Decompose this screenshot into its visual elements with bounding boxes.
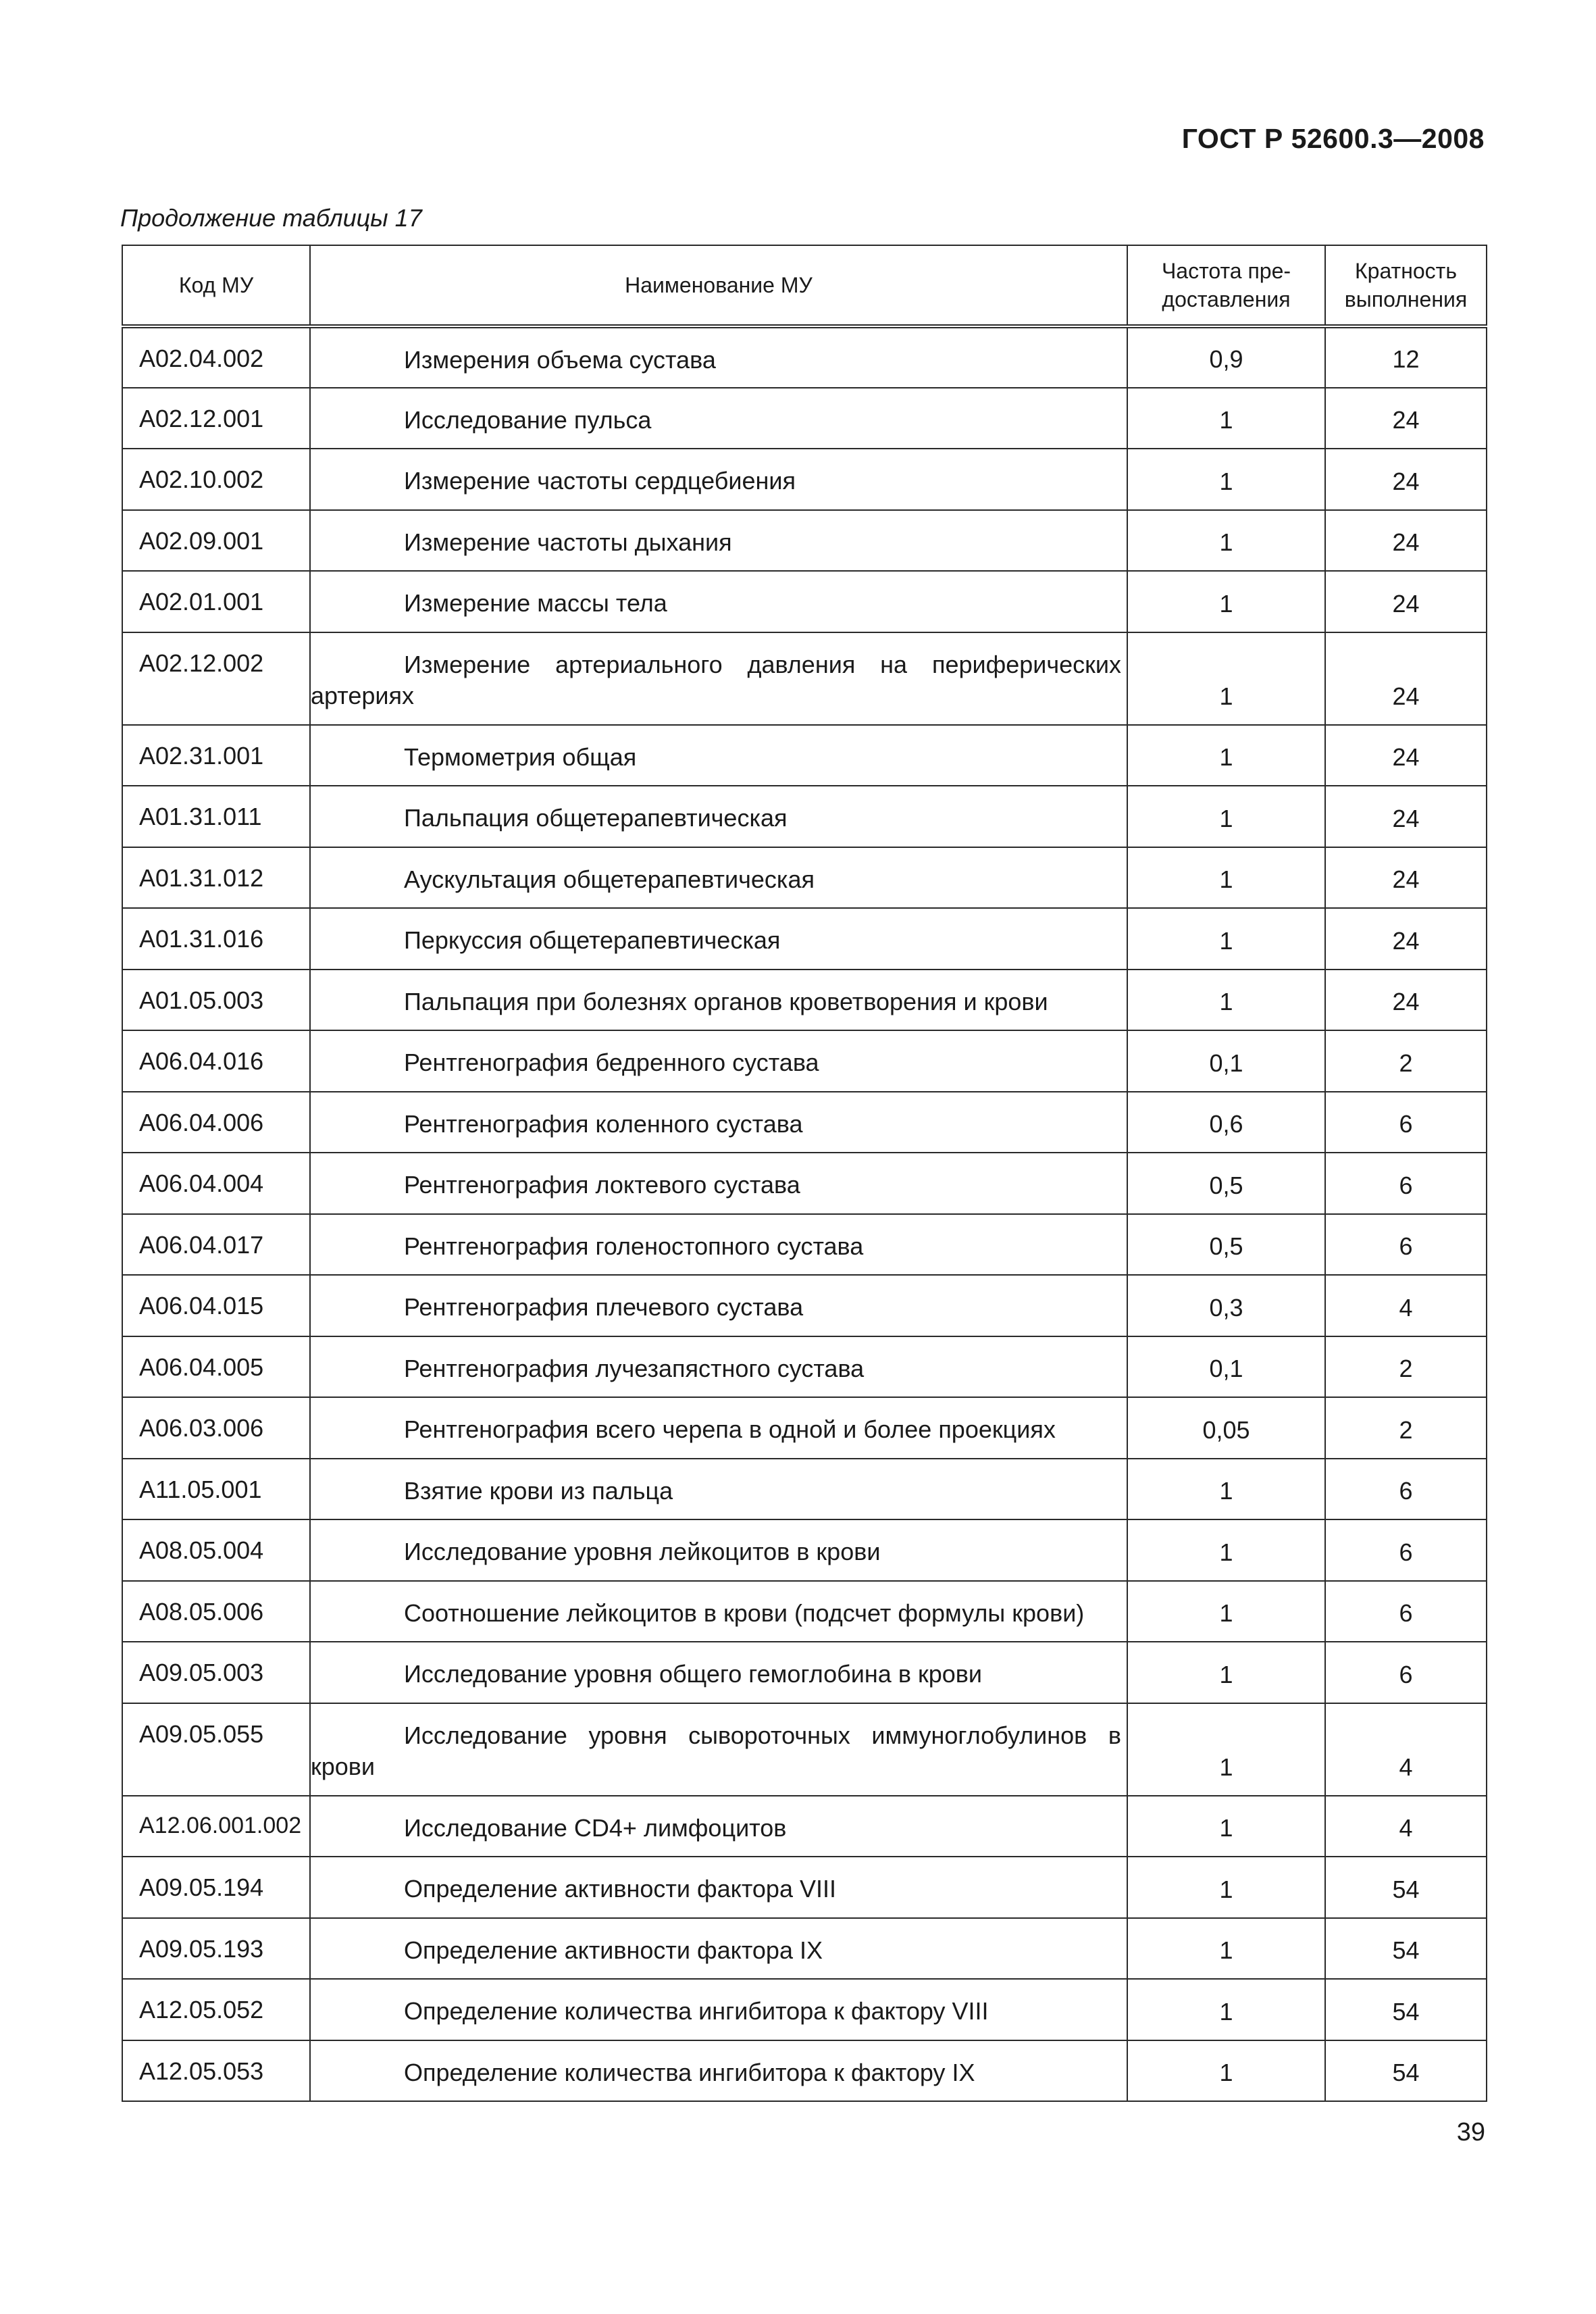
cell-multiplicity: 6 [1325,1153,1487,1214]
cell-name [310,1703,1127,1796]
cell-frequency: 1 [1127,1519,1325,1581]
cell-code: A06.04.016 [122,1030,310,1092]
table-row [122,1153,1487,1214]
cell-name [310,1214,1127,1276]
table-row [122,1519,1487,1581]
cell-multiplicity: 24 [1325,388,1487,449]
cell-multiplicity: 24 [1325,908,1487,970]
cell-multiplicity: 6 [1325,1581,1487,1642]
services-table [122,245,1487,2102]
cell-multiplicity: 24 [1325,970,1487,1031]
cell-multiplicity: 6 [1325,1459,1487,1520]
cell-name-text: Рентгенография бедренного сустава [404,1049,819,1076]
cell-name-text: Исследование уровня сывороточных иммуноглобулинов в крови [311,1721,1121,1780]
cell-frequency: 1 [1127,632,1325,725]
table-row [122,632,1487,725]
table-row [122,786,1487,847]
cell-frequency: 1 [1127,388,1325,449]
table-row [122,1857,1487,1918]
cell-code: A08.05.004 [122,1519,310,1581]
cell-frequency: 1 [1127,970,1325,1031]
cell-multiplicity: 54 [1325,1918,1487,1980]
cell-multiplicity: 54 [1325,1979,1487,2040]
cell-name [310,1519,1127,1581]
cell-multiplicity: 6 [1325,1214,1487,1276]
cell-code: A06.04.006 [122,1092,310,1153]
cell-frequency: 0,9 [1127,326,1325,388]
cell-name-text: Исследование CD4+ лимфоцитов [404,1813,787,1842]
cell-name [310,725,1127,786]
cell-multiplicity: 4 [1325,1275,1487,1336]
cell-name [310,1581,1127,1642]
cell-name-text: Пальпация общетерапевтическая [404,804,788,832]
table-row [122,571,1487,632]
cell-name [310,388,1127,449]
cell-name [310,1030,1127,1092]
cell-code: A02.31.001 [122,725,310,786]
cell-frequency: 0,5 [1127,1153,1325,1214]
cell-multiplicity: 6 [1325,1519,1487,1581]
table-row [122,1918,1487,1980]
cell-frequency: 0,6 [1127,1092,1325,1153]
cell-frequency: 1 [1127,510,1325,572]
table-row [122,970,1487,1031]
table-row [122,1979,1487,2040]
cell-code: A09.05.003 [122,1642,310,1703]
cell-code: A01.31.011 [122,786,310,847]
cell-name-text: Определение активности фактора IX [404,1936,823,1964]
cell-name [310,1275,1127,1336]
table-row [122,847,1487,909]
cell-name [310,449,1127,510]
cell-name [310,1857,1127,1918]
table-row [122,1397,1487,1459]
cell-code: A06.03.006 [122,1397,310,1459]
table-row [122,1581,1487,1642]
table-header-row [122,245,1487,326]
cell-code: A02.12.001 [122,388,310,449]
cell-multiplicity: 24 [1325,571,1487,632]
cell-name [310,847,1127,909]
cell-name-text: Взятие крови из пальца [404,1476,673,1505]
cell-name-text: Измерение артериального давления на периферических артериях [311,650,1121,709]
table-row [122,1642,1487,1703]
cell-frequency: 1 [1127,1459,1325,1520]
cell-name [310,632,1127,725]
cell-name-text: Исследование уровня лейкоцитов в крови [404,1538,881,1565]
cell-frequency: 1 [1127,847,1325,909]
cell-name [310,1459,1127,1520]
cell-frequency: 1 [1127,571,1325,632]
table-row [122,1336,1487,1398]
cell-code: A01.05.003 [122,970,310,1031]
cell-frequency: 1 [1127,1918,1325,1980]
cell-name [310,1397,1127,1459]
cell-frequency: 1 [1127,786,1325,847]
cell-name-text: Исследование пульса [404,405,652,434]
table-row [122,1459,1487,1520]
cell-code: A02.04.002 [122,326,310,388]
cell-multiplicity: 24 [1325,786,1487,847]
cell-name-text: Исследование уровня общего гемоглобина в крови [404,1660,982,1688]
cell-multiplicity: 2 [1325,1397,1487,1459]
cell-name-text: Соотношение лейкоцитов в крови (подсчет формулы крови) [404,1599,1085,1627]
cell-name [310,908,1127,970]
table-caption: Продолжение таблицы 17 [120,204,422,232]
cell-frequency: 1 [1127,1703,1325,1796]
cell-code: A06.04.017 [122,1214,310,1276]
column-header-multiplicity: Кратность выполнения [1325,245,1487,326]
cell-code: A02.10.002 [122,449,310,510]
cell-name [310,510,1127,572]
cell-name-text: Рентгенография голеностопного сустава [404,1232,864,1260]
cell-name-text: Перкуссия общетерапевтическая [404,926,781,954]
cell-frequency: 1 [1127,1581,1325,1642]
cell-name-text: Определение количества ингибитора к фактору IX [404,2058,975,2086]
cell-name [310,1918,1127,1980]
cell-name [310,571,1127,632]
table-row [122,908,1487,970]
document-standard-header: ГОСТ Р 52600.3—2008 [1181,123,1485,154]
column-header-name: Наименование МУ [310,245,1127,326]
cell-name [310,786,1127,847]
cell-name-text: Рентгенография лучезапястного сустава [404,1354,865,1382]
table-row [122,1275,1487,1336]
cell-name [310,1092,1127,1153]
cell-name [310,1796,1127,1857]
cell-name-text: Рентгенография коленного сустава [404,1109,803,1138]
table-row [122,725,1487,786]
cell-multiplicity: 54 [1325,2040,1487,2102]
cell-code: A08.05.006 [122,1581,310,1642]
cell-frequency: 1 [1127,2040,1325,2102]
cell-frequency: 0,1 [1127,1030,1325,1092]
cell-frequency: 1 [1127,1857,1325,1918]
cell-name-text: Рентгенография всего черепа в одной и более проекциях [404,1415,1056,1443]
cell-name-text: Аускультация общетерапевтическая [404,865,815,893]
cell-multiplicity: 2 [1325,1030,1487,1092]
cell-multiplicity: 4 [1325,1703,1487,1796]
cell-name [310,2040,1127,2102]
cell-code: A02.12.002 [122,632,310,725]
table-row [122,1030,1487,1092]
cell-multiplicity: 24 [1325,449,1487,510]
cell-name-text: Измерения объема сустава [404,346,716,374]
cell-multiplicity: 4 [1325,1796,1487,1857]
cell-name [310,1153,1127,1214]
table-row [122,2040,1487,2102]
cell-name-text: Рентгенография локтевого сустава [404,1171,800,1199]
cell-code: A06.04.005 [122,1336,310,1398]
cell-frequency: 1 [1127,1796,1325,1857]
cell-name [310,326,1127,388]
table-row [122,1092,1487,1153]
cell-code: A09.05.193 [122,1918,310,1980]
cell-code: A01.31.012 [122,847,310,909]
cell-name-text: Пальпация при болезнях органов кроветворения и крови [404,987,1048,1015]
table-row [122,388,1487,449]
cell-multiplicity: 12 [1325,326,1487,388]
table-row [122,1214,1487,1276]
table-body [122,326,1487,2101]
table-row [122,1796,1487,1857]
cell-frequency: 1 [1127,1642,1325,1703]
cell-multiplicity: 2 [1325,1336,1487,1398]
cell-code: A12.06.001.002 [122,1796,310,1857]
cell-code: A02.01.001 [122,571,310,632]
cell-name [310,1336,1127,1398]
cell-code: A01.31.016 [122,908,310,970]
cell-name-text: Измерение массы тела [404,589,667,617]
table-row [122,510,1487,572]
table-row [122,449,1487,510]
cell-name-text: Измерение частоты сердцебиения [404,467,796,495]
cell-code: A09.05.194 [122,1857,310,1918]
cell-frequency: 1 [1127,725,1325,786]
cell-multiplicity: 24 [1325,725,1487,786]
cell-name-text: Определение активности фактора VIII [404,1875,836,1903]
cell-frequency: 1 [1127,449,1325,510]
cell-multiplicity: 6 [1325,1642,1487,1703]
cell-frequency: 0,3 [1127,1275,1325,1336]
cell-code: A12.05.052 [122,1979,310,2040]
cell-frequency: 0,1 [1127,1336,1325,1398]
cell-name [310,1642,1127,1703]
cell-name-text: Определение количества ингибитора к фактору VIII [404,1997,989,2025]
cell-name [310,1979,1127,2040]
cell-code: A06.04.015 [122,1275,310,1336]
column-header-code: Код МУ [122,245,310,326]
cell-code: A06.04.004 [122,1153,310,1214]
cell-code: A12.05.053 [122,2040,310,2102]
table-row [122,326,1487,388]
cell-name-text: Рентгенография плечевого сустава [404,1293,804,1321]
cell-code: A02.09.001 [122,510,310,572]
table-row [122,1703,1487,1796]
cell-frequency: 0,5 [1127,1214,1325,1276]
cell-code: A11.05.001 [122,1459,310,1520]
cell-frequency: 1 [1127,908,1325,970]
cell-name-text: Измерение частоты дыхания [404,528,732,556]
cell-name-text: Термометрия общая [404,743,637,771]
cell-multiplicity: 24 [1325,510,1487,572]
cell-name [310,970,1127,1031]
page-number: 39 [1456,2118,1485,2146]
cell-multiplicity: 24 [1325,847,1487,909]
cell-multiplicity: 6 [1325,1092,1487,1153]
cell-multiplicity: 54 [1325,1857,1487,1918]
cell-code: A09.05.055 [122,1703,310,1796]
cell-frequency: 0,05 [1127,1397,1325,1459]
column-header-frequency: Частота пре- доставления [1127,245,1325,326]
cell-multiplicity: 24 [1325,632,1487,725]
cell-frequency: 1 [1127,1979,1325,2040]
